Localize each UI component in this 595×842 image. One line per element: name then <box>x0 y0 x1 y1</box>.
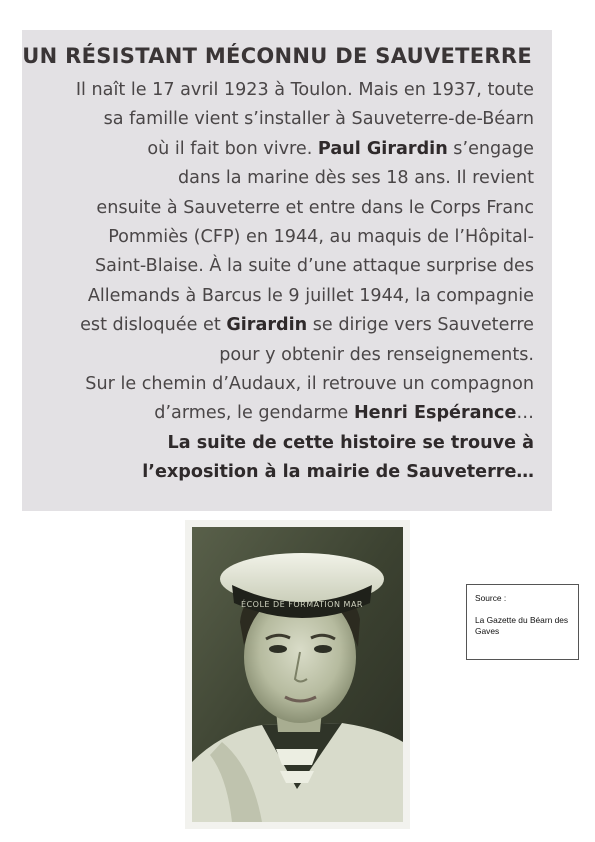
newspaper-clipping <box>22 30 552 511</box>
article-line <box>22 370 534 399</box>
article-text-span: est disloquée et <box>80 315 227 336</box>
article-text-span: s’engage <box>447 138 534 159</box>
article-text-span: Sur le chemin d’Audaux, il retrouve un compagnon <box>85 374 534 395</box>
article-line <box>22 341 534 370</box>
sailor-portrait-image <box>192 527 403 822</box>
article-text-span: ensuite à Sauveterre et entre dans le Corps Franc <box>96 197 534 218</box>
article-paragraph <box>22 76 534 429</box>
article-text-span: pour y obtenir des renseignements. <box>219 344 534 365</box>
article-name-highlight: Henri Espérance <box>353 403 517 424</box>
article-body <box>22 76 534 488</box>
article-line <box>22 252 534 281</box>
article-text-span: dans la marine dès ses 18 ans. Il revient <box>177 168 534 189</box>
portrait-photo <box>185 520 410 829</box>
article-line <box>22 399 534 428</box>
article-closing-line: l’exposition à la mairie de Sauveterre… <box>142 462 534 483</box>
article-line <box>22 194 534 223</box>
article-text-span: … <box>516 403 534 424</box>
article-text-span: Allemands à Barcus le 9 juillet 1944, la compagnie <box>87 285 534 306</box>
article-name-highlight: Girardin <box>226 315 308 336</box>
article-text-span: se dirige vers Sauveterre <box>307 315 534 336</box>
cap-band-text: ÉCOLE DE FORMATION MAR <box>241 600 363 609</box>
article-line <box>22 223 534 252</box>
article-text-span: d’armes, le gendarme <box>154 403 354 424</box>
article-text-span: sa famille vient s’installer à Sauveterre-de-Béarn <box>103 109 534 130</box>
article-line <box>22 135 534 164</box>
article-line <box>22 76 534 105</box>
source-label: Source : <box>475 593 507 603</box>
article-line <box>22 105 534 134</box>
article-text-span: Il naît le 17 avril 1923 à Toulon. Mais en 1937, toute <box>75 80 534 100</box>
article-closing-line: La suite de cette histoire se trouve à <box>167 432 534 453</box>
article-name-highlight: Paul Girardin <box>317 138 448 159</box>
article-line <box>22 164 534 193</box>
article-text-span: où il fait bon vivre. <box>147 138 318 159</box>
source-value: La Gazette du Béarn des Gaves <box>475 615 569 636</box>
article-text-span: Pommiès (CFP) en 1944, au maquis de l’Hôpital- <box>108 227 534 248</box>
article-line <box>22 282 534 311</box>
article-text-span: Saint-Blaise. À la suite d’une attaque surprise des <box>95 256 534 277</box>
article-title: UN RÉSISTANT MÉCONNU DE SAUVETERRE <box>22 44 532 68</box>
source-note <box>466 584 579 660</box>
article-line <box>22 311 534 340</box>
